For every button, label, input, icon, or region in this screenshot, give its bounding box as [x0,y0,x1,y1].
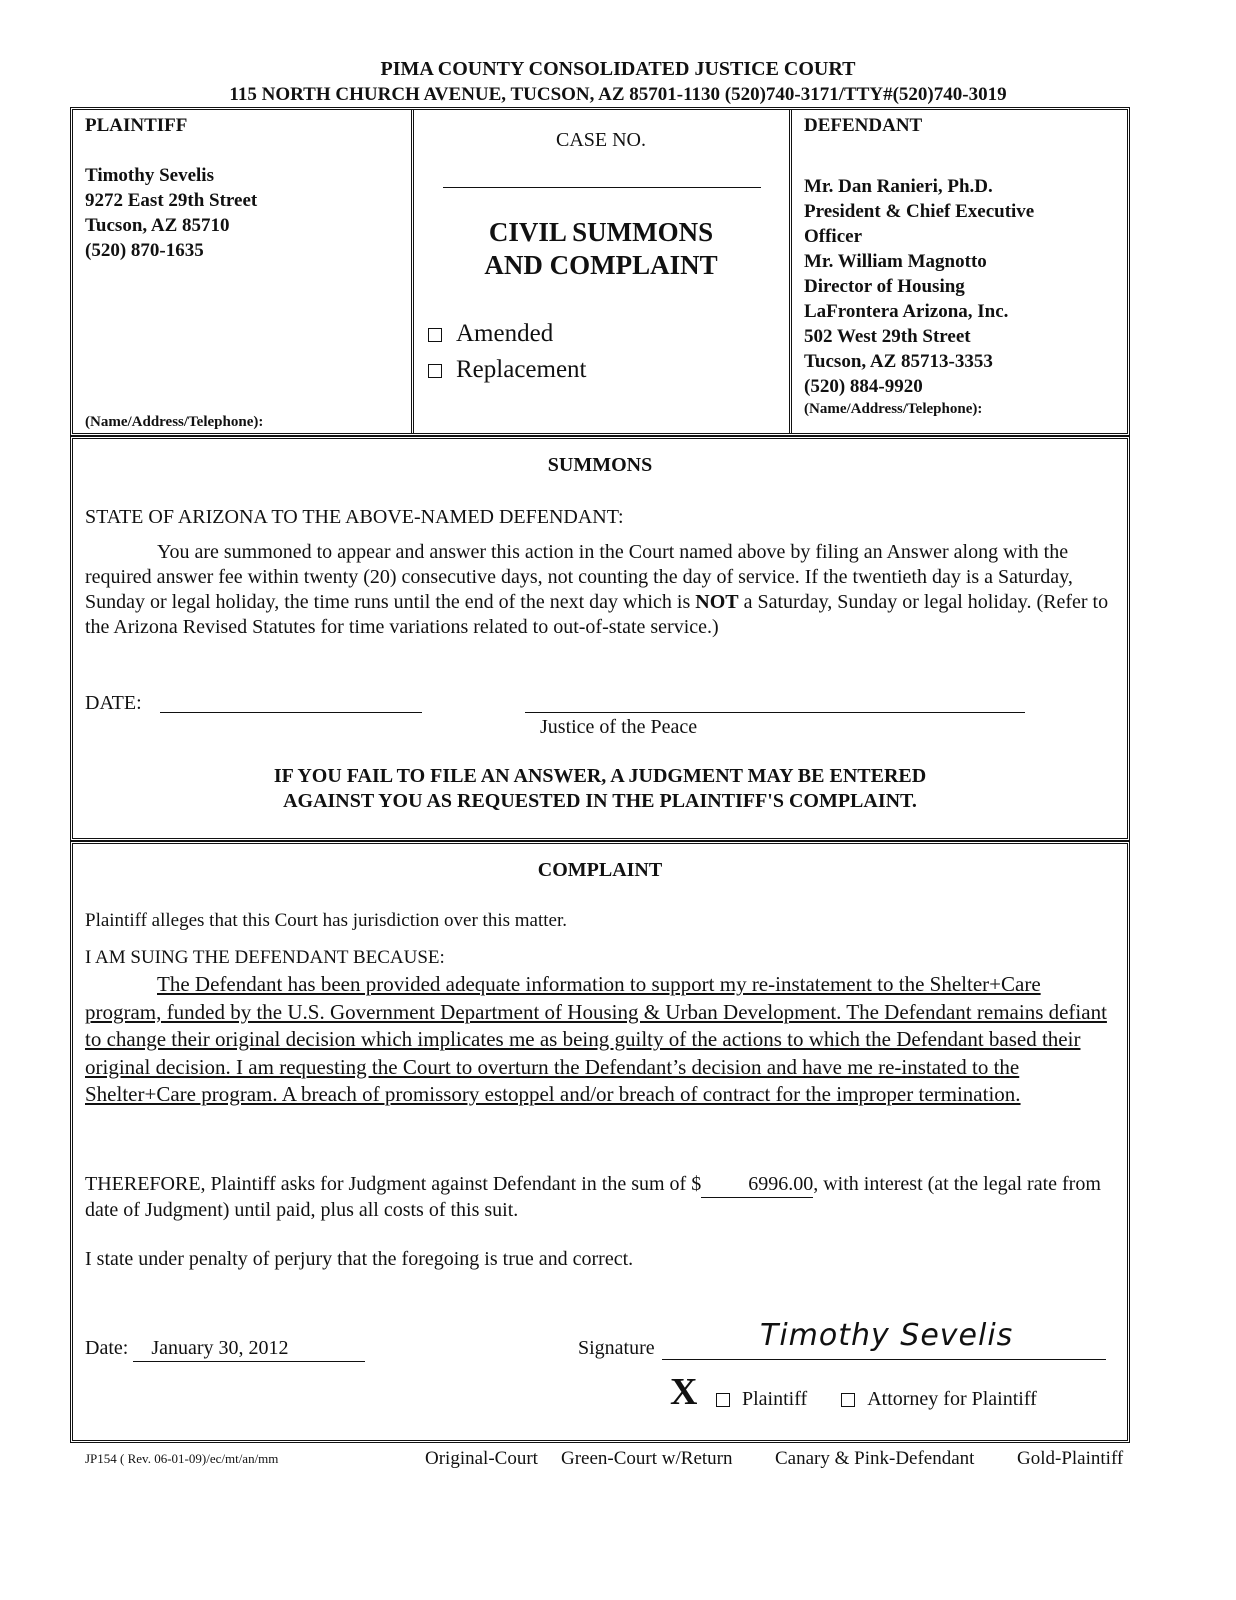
not-emphasis: NOT [695,591,739,613]
court-name: PIMA COUNTY CONSOLIDATED JUSTICE COURT [380,58,856,80]
amended-checkbox[interactable] [428,328,442,342]
summons-heading: SUMMONS [547,454,653,476]
amended-option[interactable] [428,316,587,352]
selection-mark: X [670,1371,698,1413]
complaint-date [85,1336,365,1362]
party-options [716,1387,1037,1412]
jurisdiction-statement: Plaintiff alleges that this Court has jurisdiction over this matter. [85,910,567,931]
summons-address: STATE OF ARIZONA TO THE ABOVE-NAMED DEFENDANT: [85,506,624,528]
plaintiff-phone: (520) 870-1635 [85,240,204,261]
attorney-option[interactable] [841,1388,1037,1410]
complaint-date-value: January 30, 2012 [133,1336,365,1362]
defendant-line: Director of Housing [804,276,965,297]
defendant-line: President & Chief Executive [804,201,1035,222]
warning-line1: IF YOU FAIL TO FILE AN ANSWER, A JUDGMENT MAY BE ENTERED [273,765,927,787]
amended-label: Amended [456,320,554,347]
copy-gold: Gold-Plaintiff [1017,1448,1124,1469]
attorney-checkbox[interactable] [841,1393,855,1407]
signature-line[interactable] [662,1359,1106,1360]
warning-line2: AGAINST YOU AS REQUESTED IN THE PLAINTIFF'S COMPLAINT. [283,790,917,812]
copy-canary-pink: Canary & Pink-Defendant [775,1448,975,1469]
plaintiff-option[interactable] [716,1388,807,1410]
summons-warning [73,764,1127,814]
copy-green: Green-Court w/Return [561,1448,733,1469]
court-address: 115 NORTH CHURCH AVENUE, TUCSON, AZ 85701-1130 (520)740-3171/TTY#(520)740-3019 [229,84,1007,105]
summons-date-label: DATE: [85,692,142,714]
defendant-block [804,174,1034,399]
summons-date-line[interactable] [160,712,422,713]
form-id: JP154 ( Rev. 06-01-09)/ec/mt/an/mm [85,1451,279,1466]
defendant-line: 502 West 29th Street [804,326,971,347]
signature-label: Signature [578,1337,655,1359]
plaintiff-name: Timothy Sevelis [85,165,214,186]
defendant-line: Tucson, AZ 85713-3353 [804,351,993,372]
form-title [415,216,787,282]
defendant-line: Mr. William Magnotto [804,251,987,272]
justice-signature-line[interactable] [525,712,1025,713]
defendant-line: (520) 884-9920 [804,376,923,397]
defendant-line: Officer [804,226,863,247]
plaintiff-city: Tucson, AZ 85710 [85,215,230,236]
copy-original: Original-Court [425,1448,538,1469]
summons-body: You are summoned to appear and answer this action in the Court named above by filing an Answer along with the required answer fee within twenty (20) consecutive days, not counting the day of service. If the twentieth day is a Saturday, Sunday or legal holiday, the time runs until the end of the next day which is NOT a Saturday, Sunday or legal holiday. (Refer to the Arizona Revised Statutes for time variations related to out-of-state service.) [85,541,1109,638]
case-label: CASE NO. [555,129,646,151]
form-title-line2: AND COMPLAINT [484,250,718,280]
attorney-option-label: Attorney for Plaintiff [867,1388,1037,1410]
plaintiff-checkbox[interactable] [716,1393,730,1407]
case-number-line[interactable] [443,187,761,188]
perjury-statement: I state under penalty of perjury that the foregoing is true and correct. [85,1248,634,1270]
replacement-checkbox[interactable] [428,364,442,378]
suing-label: I AM SUING THE DEFENDANT BECAUSE: [85,947,445,968]
justice-label: Justice of the Peace [540,716,698,738]
case-type-options [428,316,587,388]
plaintiff-heading: PLAINTIFF [85,115,188,136]
plaintiff-signature: Timothy Sevelis [760,1318,1014,1353]
defendant-line: LaFrontera Arizona, Inc. [804,301,1009,322]
judgment-request: THEREFORE, Plaintiff asks for Judgment against Defendant in the sum of $ 6996.00, with interest (at the legal rate from date of Judgment) until paid, plus all costs of this suit. [85,1173,1101,1221]
plaintiff-street: 9272 East 29th Street [85,190,258,211]
complaint-reason: The Defendant has been provided adequate information to support my re-instatement to the Shelter+Care program, funded by the U.S. Government Department of Housing & Urban Development. The Defendant remains defiant to change their original decision which implicates me as being guilty of the actions to which the Defendant based their original decision. I am requesting the Court to overturn the Defendant’s decision and have me re-instated to the Shelter+Care program. A breach of promissory estoppel and/or breach of contract for the improper termination. [85,972,1107,1106]
replacement-label: Replacement [456,356,587,383]
plaintiff-caption: (Name/Address/Telephone): [85,414,264,430]
defendant-line: Mr. Dan Ranieri, Ph.D. [804,176,993,197]
form-title-line1: CIVIL SUMMONS [488,217,714,247]
judgment-amount: 6996.00 [701,1172,813,1198]
plaintiff-block [85,163,257,263]
complaint-date-label: Date: [85,1337,129,1359]
replacement-option[interactable] [428,352,587,388]
plaintiff-option-label: Plaintiff [742,1388,808,1410]
defendant-heading: DEFENDANT [804,115,923,136]
defendant-caption: (Name/Address/Telephone): [804,401,983,417]
complaint-heading: COMPLAINT [537,859,663,881]
